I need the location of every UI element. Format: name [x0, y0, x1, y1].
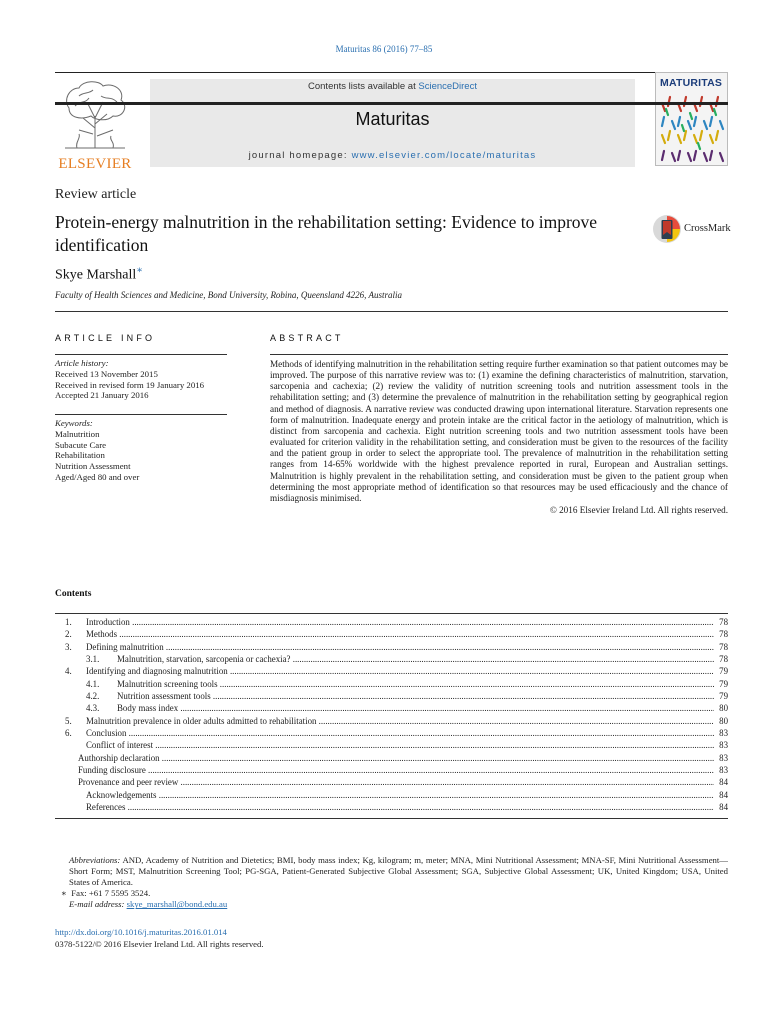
keywords-label: Keywords:: [55, 418, 93, 428]
keyword-item: Malnutrition: [55, 428, 100, 439]
toc-page-number: 78: [719, 654, 728, 665]
toc-page-number: 78: [719, 629, 728, 640]
journal-homepage-line: [150, 150, 635, 161]
keywords-rule: [55, 414, 227, 415]
email-footnote: [55, 899, 728, 910]
abbreviations-label: Abbreviations:: [69, 855, 121, 865]
toc-number: 5.: [65, 715, 72, 726]
abbreviations-text: AND, Academy of Nutrition and Dietetics; BMI, body mass index; Kg, kilogram; m, meter; MNA, Mini Nutritional Assessment; MNA-SF, Mini Nutritional Assessment—Short Form; MST, Malnutrition Screening Tool; PG-SGA, Patient-Generated Subjective Global Assessment; SGA, Subjective Global Assessment; UK, United Kingdom; USA, United States of America.: [69, 855, 728, 888]
abbreviations-footnote: [55, 855, 728, 888]
fax-mark: ∗: [61, 888, 67, 899]
cover-figures-icon: [656, 73, 728, 166]
journal-name: Maturitas: [355, 109, 430, 129]
header-divider: [55, 311, 728, 312]
keyword-item: Nutrition Assessment: [55, 461, 131, 472]
masthead-rule: [55, 72, 728, 73]
toc-title[interactable]: Provenance and peer review .....: [78, 776, 714, 788]
homepage-link[interactable]: www.elsevier.com/locate/maturitas: [351, 150, 537, 161]
history-revised: Received in revised form 19 January 2016: [55, 379, 205, 390]
abstract-rule: [270, 354, 728, 355]
toc-page-number: 83: [719, 765, 728, 776]
article-history-label: Article history:: [55, 358, 109, 368]
elsevier-wordmark: ELSEVIER: [58, 156, 132, 172]
author-name[interactable]: Skye Marshall: [55, 267, 137, 283]
toc-title[interactable]: Malnutrition screening tools .....: [117, 678, 714, 690]
toc-row[interactable]: [55, 776, 728, 788]
toc-page-number: 84: [719, 802, 728, 813]
toc-number: 4.3.: [86, 703, 100, 714]
toc-page-number: 79: [719, 691, 728, 702]
toc-page-number: 78: [719, 641, 728, 652]
toc-title[interactable]: Conflict of interest .....: [86, 739, 714, 751]
journal-masthead: [55, 70, 728, 172]
toc-number: 2.: [65, 629, 72, 640]
sciencedirect-link[interactable]: ScienceDirect: [418, 81, 477, 92]
tree-icon: [55, 78, 135, 150]
toc-page-number: 84: [719, 777, 728, 788]
toc-row[interactable]: [55, 653, 728, 665]
toc-row[interactable]: [55, 764, 728, 776]
author-line: [55, 265, 143, 284]
toc-row[interactable]: [55, 739, 728, 751]
toc-title[interactable]: Malnutrition, starvation, sarcopenia or cachexia? .....: [117, 653, 714, 665]
toc-row[interactable]: [55, 628, 728, 640]
toc-page-number: 83: [719, 752, 728, 763]
author-affiliation: Faculty of Health Sciences and Medicine, Bond University, Robina, Queensland 4226, Australia: [55, 290, 403, 300]
toc-rows: [55, 616, 728, 814]
doi-link[interactable]: http://dx.doi.org/10.1016/j.maturitas.2016.01.014: [55, 927, 227, 937]
toc-row[interactable]: [55, 641, 728, 653]
fax-footnote: [55, 888, 728, 899]
article-info-heading: ARTICLE INFO: [55, 333, 156, 343]
history-accepted: Accepted 21 January 2016: [55, 390, 149, 401]
toc-title[interactable]: Authorship declaration .....: [78, 752, 714, 764]
toc-number: 4.: [65, 666, 72, 677]
article-type: Review article: [55, 187, 137, 202]
article-title: Protein-energy malnutrition in the rehabilitation setting: Evidence to improve identification: [55, 212, 598, 255]
doi-block: [55, 927, 264, 950]
crossmark-label: CrossMark: [684, 223, 731, 234]
keyword-item: Rehabilitation: [55, 450, 105, 461]
crossmark-badge[interactable]: [652, 213, 732, 245]
toc-page-number: 80: [719, 715, 728, 726]
toc-title[interactable]: Methods .....: [86, 628, 714, 640]
toc-page-number: 84: [719, 789, 728, 800]
toc-number: 1.: [65, 617, 72, 627]
article-history: [55, 358, 227, 414]
contents-heading: Contents: [55, 589, 92, 599]
article-info-rule: [55, 354, 227, 355]
keyword-item: Subacute Care: [55, 439, 107, 450]
keywords-block: [55, 418, 227, 483]
keyword-item: Aged/Aged 80 and over: [55, 471, 140, 482]
journal-citation[interactable]: Maturitas 86 (2016) 77–85: [335, 44, 433, 54]
toc-row[interactable]: [55, 678, 728, 690]
email-link[interactable]: skye_marshall@bond.edu.au: [126, 899, 228, 910]
abstract-text: Methods of identifying malnutrition in the rehabilitation setting require further examination so that patient outcomes may be improved. The purpose of this narrative review was to: (1) examine the defining characteristics of malnutrition, starvation, sarcopenia and cachexia; (2) review the validity of nutrition screening tools and nutrition assessment tools in the rehabilitation setting; and (3) determine the prevalence of malnutrition in the rehabilitation setting by geographical region and method of diagnosis. A narrative review was conducted drawing upon international literature. Starvation represents one form of malnutrition. Inadequate energy and protein intake are the critical factor in the aetiology of malnutrition, which is distinct from sarcopenia and cachexia. Eight nutrition screening tools and two nutrition assessment tools have been evaluated for criterion validity in the rehabilitation setting, and consideration must be given to the resources of the facility and the patient group in order to select the appropriate tool. The prevalence of malnutrition in the rehabilitation setting ranges from 14-65% worldwide with the highest prevalence reported in rural, European and Australian settings. Malnutrition is highly prevalent in the rehabilitation setting, and consideration must be given to the patient group when determining the most appropriate method of identification so that resources may be used efficaciously and the chance of misdiagnosis minimised.: [270, 359, 728, 503]
toc-title[interactable]: Introduction .....: [86, 616, 714, 628]
toc-row[interactable]: [55, 801, 728, 813]
toc-row[interactable]: [55, 616, 728, 628]
toc-top-rule: [55, 613, 728, 614]
fax-number: Fax: +61 7 5595 3524.: [71, 888, 151, 899]
toc-title[interactable]: Funding disclosure .....: [78, 764, 714, 776]
toc-row[interactable]: [55, 665, 728, 677]
toc-row[interactable]: [55, 752, 728, 764]
toc-page-number: 83: [719, 728, 728, 739]
cover-title: MATURITAS: [660, 77, 723, 89]
toc-title[interactable]: Identifying and diagnosing malnutrition .....: [86, 665, 714, 677]
toc-row[interactable]: [55, 727, 728, 739]
toc-row[interactable]: [55, 702, 728, 714]
article-info-column: [55, 354, 227, 483]
toc-number: 3.1.: [86, 654, 100, 665]
crossmark-icon: [652, 213, 682, 245]
abstract-copyright: © 2016 Elsevier Ireland Ltd. All rights reserved.: [549, 505, 728, 516]
toc-title[interactable]: Body mass index .....: [117, 702, 714, 714]
toc-page-number: 80: [719, 703, 728, 714]
history-received: Received 13 November 2015: [55, 368, 158, 379]
email-label: E-mail address:: [69, 899, 125, 910]
toc-title[interactable]: Defining malnutrition .....: [86, 641, 714, 653]
toc-page-number: 79: [719, 678, 728, 689]
footnotes: [55, 855, 728, 910]
homepage-prefix: journal homepage:: [248, 150, 352, 161]
abstract-column: [270, 354, 728, 516]
elsevier-tree-logo[interactable]: [55, 78, 135, 170]
toc-title[interactable]: Acknowledgements .....: [86, 789, 714, 801]
toc-row[interactable]: [55, 715, 728, 727]
toc-title[interactable]: Malnutrition prevalence in older adults admitted to rehabilitation .....: [86, 715, 714, 727]
journal-cover-thumbnail[interactable]: [655, 72, 728, 166]
table-of-contents: [55, 613, 728, 819]
toc-page-number: 78: [719, 617, 728, 627]
abstract-heading: ABSTRACT: [270, 333, 344, 343]
masthead-bottom-rule: [55, 102, 728, 105]
toc-page-number: 79: [719, 666, 728, 677]
toc-title[interactable]: Nutrition assessment tools .....: [117, 690, 714, 702]
toc-page-number: 83: [719, 740, 728, 751]
toc-number: 4.1.: [86, 678, 100, 689]
contents-available-line: [150, 81, 635, 92]
toc-number: 4.2.: [86, 691, 100, 702]
toc-row[interactable]: [55, 690, 728, 702]
toc-title[interactable]: References .....: [86, 801, 714, 813]
toc-title[interactable]: Conclusion .....: [86, 727, 714, 739]
toc-bottom-rule: [55, 818, 728, 819]
author-footnote-mark[interactable]: ∗: [136, 265, 144, 276]
toc-number: 6.: [65, 728, 72, 739]
contents-prefix: Contents lists available at: [308, 81, 419, 92]
toc-row[interactable]: [55, 789, 728, 801]
issn-copyright: 0378-5122/© 2016 Elsevier Ireland Ltd. All rights reserved.: [55, 938, 264, 949]
journal-banner: [150, 79, 635, 167]
toc-number: 3.: [65, 641, 72, 652]
